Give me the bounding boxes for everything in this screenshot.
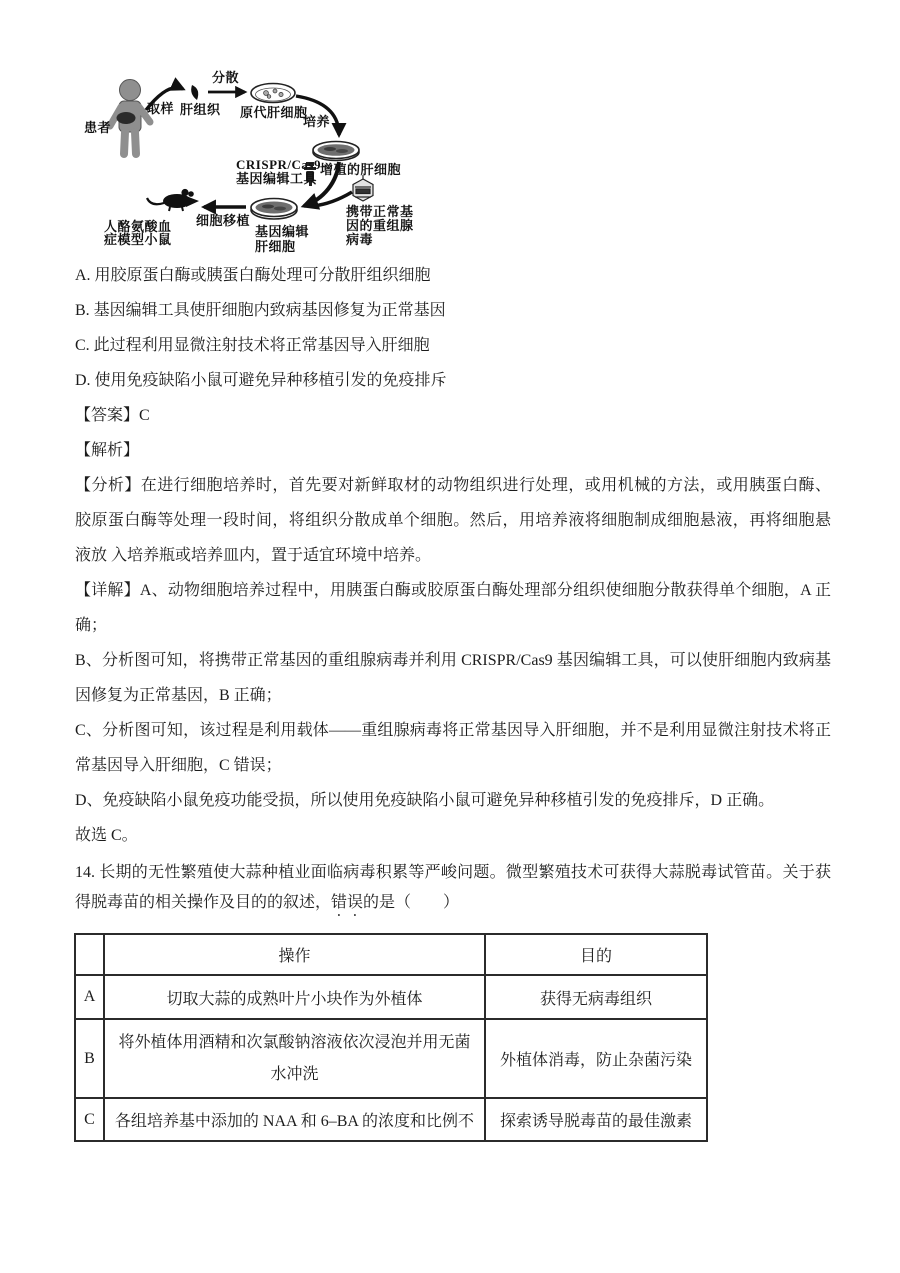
liver-icon: [117, 112, 136, 124]
detail-line-4: 因修复为正常基因，B 正确；: [75, 687, 282, 704]
analysis-tag: 【解析】: [75, 442, 140, 459]
row-c-letter: C: [75, 1098, 104, 1141]
option-a: A. 用胶原蛋白酶或胰蛋白酶处理可分散肝组织细胞: [75, 267, 431, 284]
adenovirus-icon: [353, 175, 373, 201]
detail-line-7: D、免疫缺陷小鼠免疫功能受损，所以使用免疫缺陷小鼠可避免异种移植引发的免疫排斥，D 正确。: [75, 792, 775, 809]
row-c-purpose: 探索诱导脱毒苗的最佳激素: [485, 1098, 707, 1141]
label-proliferating-hepatocytes: 增殖的肝细胞: [320, 162, 402, 177]
option-b: B. 基因编辑工具使肝细胞内致病基因修复为正常基因: [75, 302, 446, 319]
label-culture: 培养: [303, 114, 331, 129]
label-adenovirus-line1: 携带正常基: [346, 204, 414, 219]
detail-line-1: 【详解】A、动物细胞培养过程中，用胰蛋白酶或胶原蛋白酶处理部分组织使细胞分散获得单个细胞，A 正: [75, 582, 831, 599]
label-adenovirus-line3: 病毒: [346, 232, 374, 247]
label-model-mouse-line1: 人酪氨酸血: [104, 219, 172, 234]
patient-icon: [110, 80, 150, 155]
row-b-operation: [104, 1019, 485, 1098]
label-primary-hepatocytes: 原代肝细胞: [240, 105, 308, 120]
label-edited-hepatocytes-line2: 肝细胞: [255, 239, 296, 254]
table-row: [75, 1098, 707, 1141]
header-blank-cell: [75, 934, 104, 975]
option-d: D. 使用免疫缺陷小鼠可避免异种移植引发的免疫排斥: [75, 372, 447, 389]
label-liver-tissue: 肝组织: [180, 102, 221, 117]
label-patient: 患者: [84, 120, 112, 135]
header-operation-cell: 操作: [104, 934, 485, 975]
header-purpose-cell: 目的: [485, 934, 707, 975]
analysis-line-1: 【分析】在进行细胞培养时，首先要对新鲜取材的动物组织进行处理，或用机械的方法，或用胰蛋白酶、: [75, 477, 831, 494]
edited-hepatocytes-dish-icon: [251, 199, 297, 220]
question14-line-2: [75, 888, 831, 918]
primary-hepatocytes-dish-icon: [251, 84, 295, 103]
row-b-operation-line2: 水冲洗: [270, 1065, 319, 1083]
table-row: [75, 1019, 707, 1098]
question14-line-1: 14. 长期的无性繁殖使大蒜种植业面临病毒积累等严峻问题。微型繁殖技术可获得大蒜脱毒试管苗。关于获: [75, 864, 831, 881]
mouse-icon: [147, 189, 199, 211]
liver-tissue-icon: [191, 85, 198, 100]
label-model-mouse-line2: 症模型小鼠: [104, 232, 172, 247]
analysis-line-2: 胶原蛋白酶等处理一段时间，将组织分散成单个细胞。然后，用培养液将细胞制成细胞悬液，再将细胞悬: [75, 512, 831, 529]
label-crispr-line1: CRISPR/Cas9: [236, 157, 321, 172]
row-b-letter: B: [75, 1019, 104, 1098]
conclusion-line: 故选 C。: [75, 827, 138, 844]
label-sampling: 取样: [147, 101, 175, 116]
question14-line2-prefix: 得脱毒苗的相关操作及目的的叙述，: [75, 894, 332, 911]
row-b-purpose: 外植体消毒，防止杂菌污染: [485, 1019, 707, 1098]
label-disperse: 分散: [212, 70, 240, 85]
detail-line-2: 确；: [75, 617, 108, 634]
detail-line-6: 常基因导入肝细胞，C 错误；: [75, 757, 282, 774]
solution-block: [75, 258, 831, 853]
gene-therapy-diagram: [80, 60, 420, 265]
label-crispr-line2: 基因编辑工具: [236, 171, 318, 186]
row-a-letter: A: [75, 975, 104, 1019]
label-edited-hepatocytes-line1: 基因编辑: [255, 224, 310, 239]
row-b-operation-line1: 将外植体用酒精和次氯酸钠溶液依次浸泡并用无菌: [118, 1033, 471, 1051]
question14-stem: [75, 858, 831, 918]
question14-line2-suffix: 的是（ ）: [363, 894, 460, 911]
table-header-row: [75, 934, 707, 975]
row-a-purpose: 获得无病毒组织: [485, 975, 707, 1019]
label-cell-transplant: 细胞移植: [196, 213, 251, 228]
label-adenovirus-line2: 因的重组腺: [346, 218, 414, 233]
row-c-operation: 各组培养基中添加的 NAA 和 6–BA 的浓度和比例不: [104, 1098, 485, 1141]
analysis-line-3: 液放 入培养瓶或培养皿内，置于适宜环境中培养。: [75, 547, 432, 564]
detail-line-5: C、分析图可知，该过程是利用载体——重组腺病毒将正常基因导入肝细胞，并不是利用显微注射技术将正: [75, 722, 831, 739]
question14-table: [74, 933, 708, 1142]
answer-line: 【答案】C: [75, 407, 150, 424]
row-a-operation: 切取大蒜的成熟叶片小块作为外植体: [104, 975, 485, 1019]
detail-line-3: B、分析图可知，将携带正常基因的重组腺病毒并利用 CRISPR/Cas9 基因编辑工具，可以使肝细胞内致病基: [75, 652, 831, 669]
option-c: C. 此过程利用显微注射技术将正常基因导入肝细胞: [75, 337, 430, 354]
table-row: [75, 975, 707, 1019]
question14-emphasized-word: 错误: [331, 894, 364, 911]
